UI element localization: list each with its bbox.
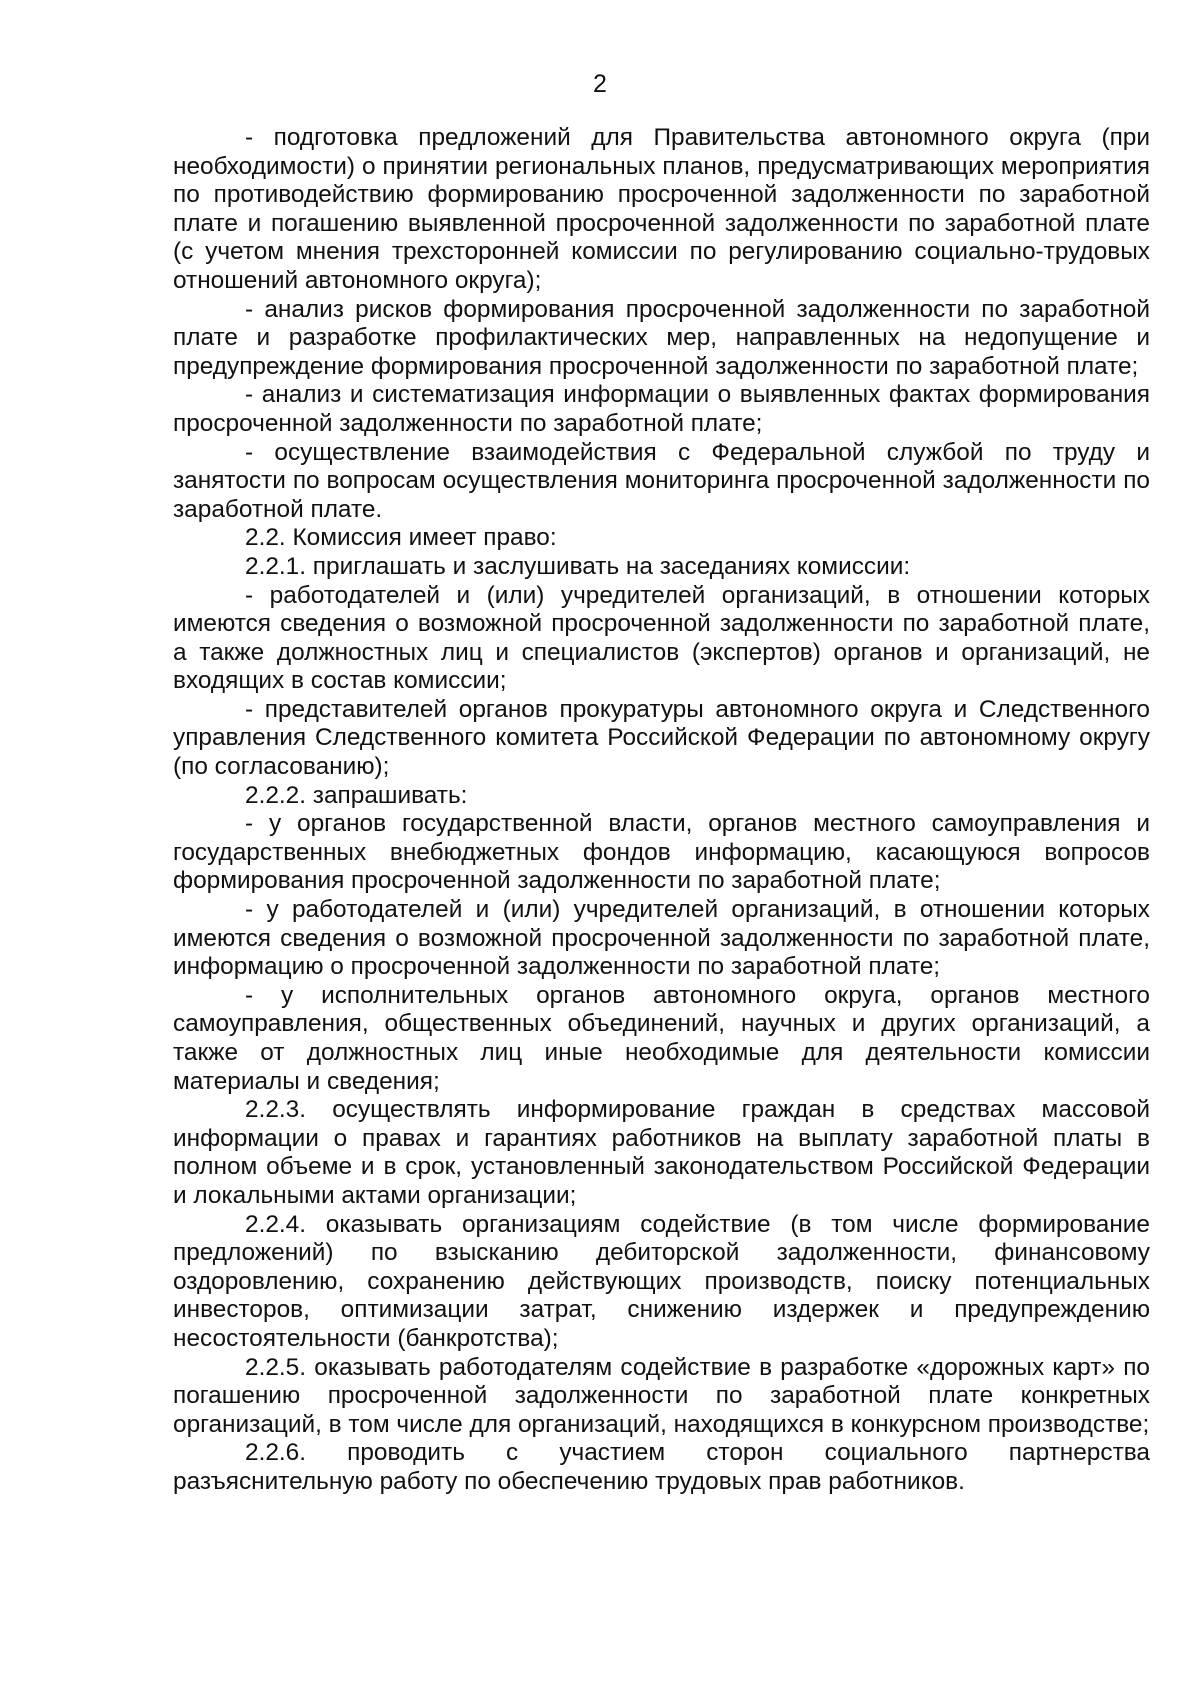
paragraph-state-authorities: - у органов государственной власти, органов местного самоуправления и государственных внебюджетных фондов информацию, касающуюся вопросов формирования просроченной задолженности по заработной плате; — [173, 810, 1150, 895]
paragraph-proposals-government: - подготовка предложений для Правительства автономного округа (при необходимости) о принятии региональных планов, предусматривающих мероприятия по противодействию формированию просроченной задолженности по заработной плате и погашению выявленной просроченной задолженности по заработной плате (с учетом мнения трехсторонней комиссии по регулированию социально-трудовых отношений автономного округа); — [173, 124, 1150, 294]
paragraph-2-2-1: 2.2.1. приглашать и заслушивать на заседаниях комиссии: — [245, 552, 911, 580]
paragraph-employers-founders: - работодателей и (или) учредителей организаций, в отношении которых имеются сведения о возможной просроченной задолженности по заработной плате, а также должностных лиц и специалистов (экспертов) органов и организаций, не входящих в состав комиссии; — [173, 581, 1150, 695]
document-body — [173, 124, 1150, 1497]
paragraph-2-2-4: 2.2.4. оказывать организациям содействие (в том числе формирование предложений) по взысканию дебиторской задолженности, финансовому оздоровлению, сохранению действующих производств, поиску потенциальных инвесторов, оптимизации затрат, снижению издержек и предупреждению несостоятельности (банкротства); — [173, 1210, 1150, 1352]
paragraph-federal-service-interaction: - осуществление взаимодействия с Федеральной службой по труду и занятости по вопросам осуществления мониторинга просроченной задолженности по заработной плате. — [173, 438, 1150, 523]
paragraph-risk-analysis: - анализ рисков формирования просроченной задолженности по заработной плате и разработке профилактических мер, направленных на недопущение и предупреждение формирования просроченной задолженности по заработной плате; — [173, 295, 1150, 380]
paragraph-employers-info: - у работодателей и (или) учредителей организаций, в отношении которых имеются сведения о возможной просроченной задолженности по заработной плате, информацию о просроченной задолженности по заработной плате; — [173, 896, 1150, 981]
paragraph-executive-bodies: - у исполнительных органов автономного округа, органов местного самоуправления, общественных объединений, научных и других организаций, а также от должностных лиц иные необходимые для деятельности комиссии материалы и сведения; — [173, 981, 1150, 1095]
paragraph-info-systematization: - анализ и систематизация информации о выявленных фактах формирования просроченной задолженности по заработной плате; — [173, 381, 1150, 437]
paragraph-commission-rights: 2.2. Комиссия имеет право: — [245, 524, 557, 552]
paragraph-2-2-6: 2.2.6. проводить с участием сторон социального партнерства разъяснительную работу по обеспечению трудовых прав работников. — [173, 1439, 1150, 1495]
paragraph-2-2-3: 2.2.3. осуществлять информирование граждан в средствах массовой информации о правах и гарантиях работников на выплату заработной платы в полном объеме и в срок, установленный законодательством Российской Федерации и локальными актами организации; — [173, 1096, 1150, 1209]
paragraph-2-2-2: 2.2.2. запрашивать: — [245, 781, 468, 809]
paragraph-2-2-5: 2.2.5. оказывать работодателям содействие в разработке «дорожных карт» по погашению просроченной задолженности по заработной плате конкретных организаций, в том числе для организаций, находящихся в конкурсном производстве; — [173, 1353, 1150, 1438]
paragraph-prosecution-representatives: - представителей органов прокуратуры автономного округа и Следственного управления Следственного комитета Российской Федерации по автономному округу (по согласованию); — [173, 695, 1150, 781]
page-number: 2 — [593, 70, 607, 98]
